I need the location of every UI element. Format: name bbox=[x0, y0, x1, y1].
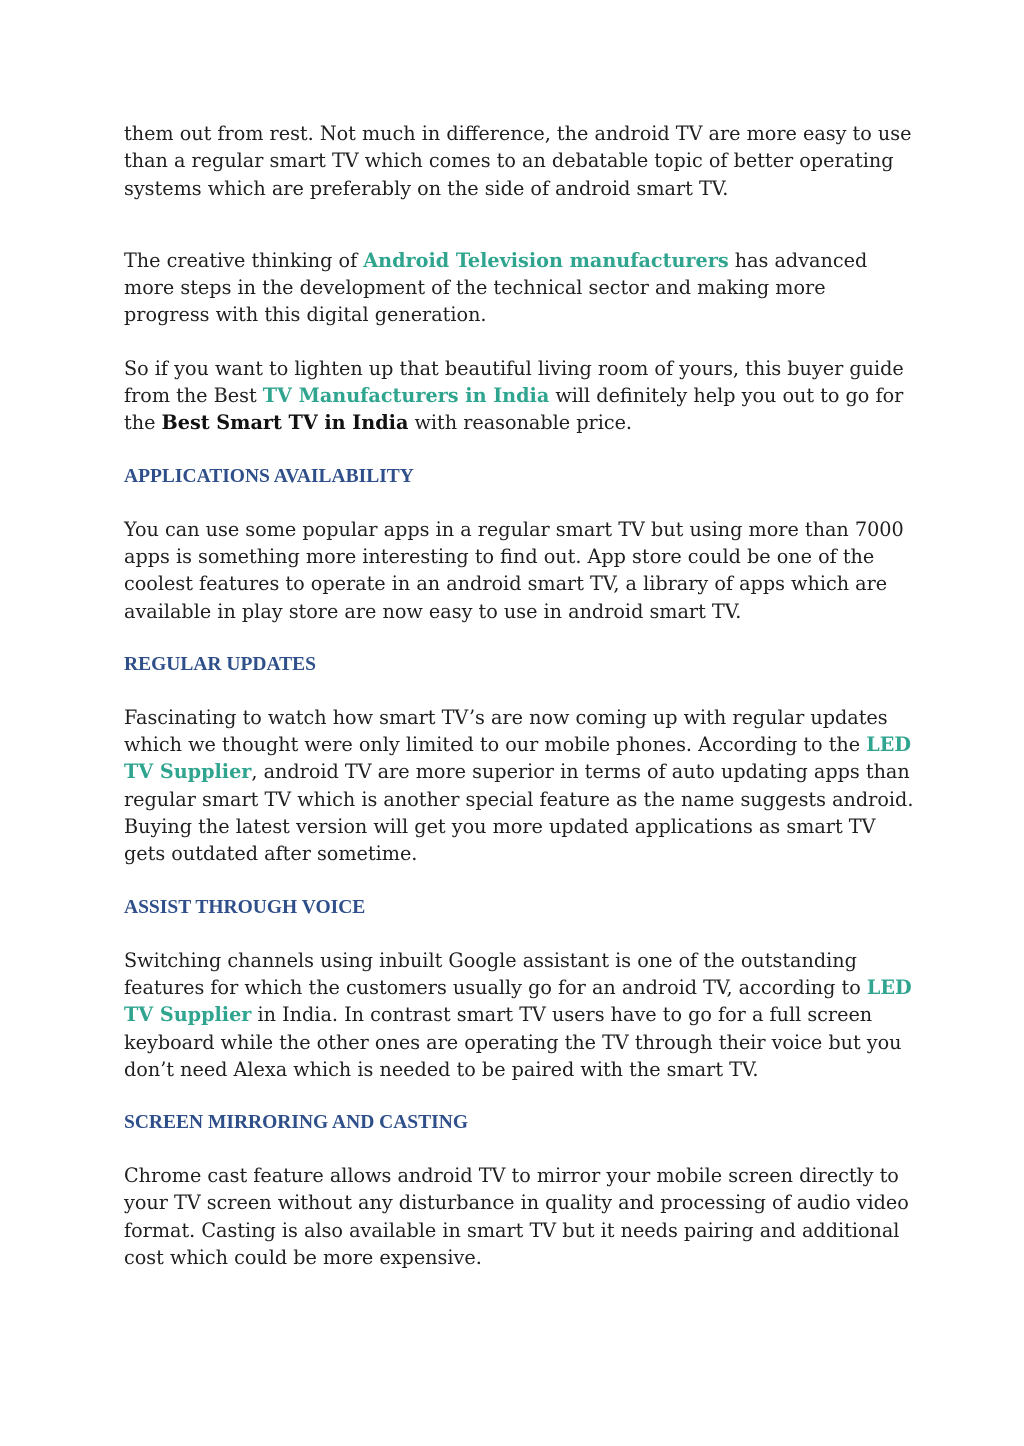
text: The creative thinking of bbox=[124, 248, 364, 272]
link-led-tv-supplier[interactable]: LED TV Supplier bbox=[124, 733, 911, 784]
paragraph-applications: You can use some popular apps in a regular smart TV but using more than 7000 apps is something more interesting to find out. App store could be one of the coolest features to operate in an android smart TV, a library of apps which are available in play store are now easy to use in android smart TV. bbox=[124, 517, 904, 623]
paragraph-assist-voice bbox=[124, 947, 914, 1083]
heading-regular-updates: REGULAR UPDATES bbox=[124, 653, 316, 675]
text: , android TV are more superior in terms of auto updating apps than regular smart TV which is another special feature as the name suggests android. Buying the latest version will get you more updated applications as smart TV gets outdated after sometime. bbox=[124, 760, 914, 866]
heading-assist-through-voice: ASSIST THROUGH VOICE bbox=[124, 896, 366, 918]
heading-screen-mirroring: SCREEN MIRRORING AND CASTING bbox=[124, 1112, 469, 1134]
paragraph-screen-mirroring: Chrome cast feature allows android TV to mirror your mobile screen directly to your TV screen without any disturbance in quality and processing of audio video format. Casting is also available in smart TV but it needs pairing and additional cost which could be more expensive. bbox=[124, 1164, 909, 1270]
text: will definitely help you out to go for the bbox=[124, 384, 904, 435]
text: Switching channels using inbuilt Google assistant is one of the outstanding features for which the customers usually go for an android TV, according to bbox=[124, 948, 867, 999]
text: Fascinating to watch how smart TV’s are now coming up with regular updates which we thought were only limited to our mobile phones. According to the bbox=[124, 705, 888, 757]
link-android-television-manufacturers[interactable]: Android Television manufacturers bbox=[363, 248, 729, 272]
paragraph-creative-thinking bbox=[124, 247, 914, 329]
paragraph-intro: them out from rest. Not much in difference, the android TV are more easy to use than a regular smart TV which comes to an debatable topic of better operating systems which are preferably on the side of android smart TV. bbox=[124, 122, 912, 200]
paragraph-buyer-guide bbox=[124, 355, 914, 437]
bold-best-smart-tv: Best Smart TV in India bbox=[161, 411, 409, 435]
heading-applications-availability: APPLICATIONS AVAILABILITY bbox=[124, 465, 414, 487]
text: with reasonable price. bbox=[408, 411, 633, 435]
paragraph-regular-updates bbox=[124, 704, 914, 868]
text: has advanced more steps in the development of the technical sector and making more progress with this digital generation. bbox=[124, 248, 868, 327]
document-page bbox=[124, 120, 914, 1271]
link-tv-manufacturers-in-india[interactable]: TV Manufacturers in India bbox=[262, 384, 550, 408]
link-led-tv-supplier-2[interactable]: LED TV Supplier bbox=[124, 975, 912, 1027]
text: in India. In contrast smart TV users have to go for a full screen keyboard while the other ones are operating the TV through their voice but you don’t need Alexa which is needed to be paired with the smart TV. bbox=[124, 1003, 902, 1081]
text: So if you want to lighten up that beautiful living room of yours, this buyer guide from the Best bbox=[124, 356, 904, 408]
